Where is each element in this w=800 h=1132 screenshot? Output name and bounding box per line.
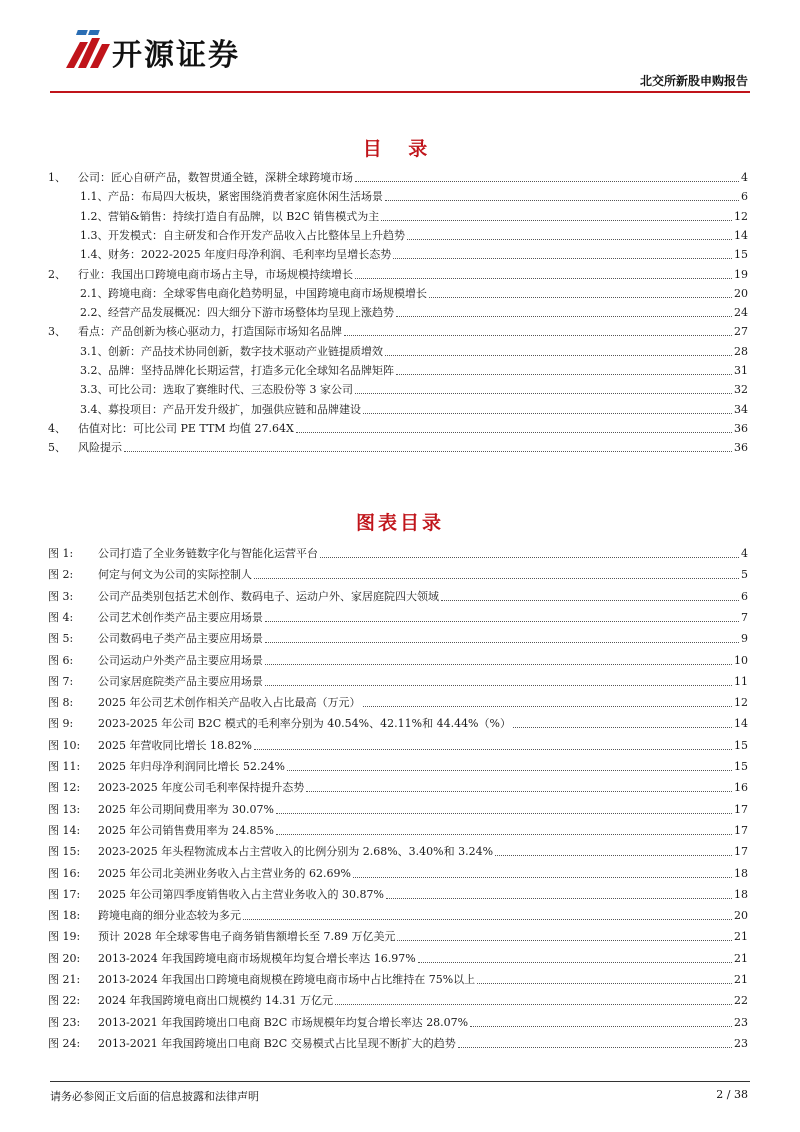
dot-leader	[363, 413, 732, 414]
figure-num: 图 9:	[48, 717, 74, 730]
figure-num: 图 4:	[48, 611, 74, 624]
toc-num: 2.2、	[80, 306, 109, 319]
figure-num: 图 24:	[48, 1037, 81, 1050]
toc-num: 3、	[48, 325, 66, 338]
figure-row[interactable]	[48, 1011, 748, 1030]
figure-label: 2025 年公司北美洲业务收入占主营业务的 62.69%	[98, 867, 351, 880]
toc-row[interactable]	[80, 243, 748, 262]
toc-num: 2.1、	[80, 287, 109, 300]
dot-leader	[265, 664, 732, 665]
figure-row[interactable]	[48, 883, 748, 902]
dot-leader	[396, 374, 732, 375]
toc-num: 5、	[48, 441, 66, 454]
toc-label: 募投项目：产品开发升级扩，加强供应链和品牌建设	[108, 403, 361, 416]
dot-leader	[243, 919, 732, 920]
toc-label: 财务：2022-2025 年度归母净利润、毛利率均呈增长态势	[108, 248, 392, 261]
dot-leader	[353, 877, 732, 878]
figure-label: 公司家居庭院类产品主要应用场景	[98, 675, 263, 688]
toc-page: 14	[734, 229, 748, 242]
figure-page: 17	[734, 845, 748, 858]
toc-page: 32	[734, 383, 748, 396]
dot-leader	[407, 239, 732, 240]
figure-row[interactable]	[48, 734, 748, 753]
toc-num: 3.4、	[80, 403, 109, 416]
figure-row[interactable]	[48, 862, 748, 881]
figure-label: 2023-2025 年度公司毛利率保持提升态势	[98, 781, 305, 794]
dot-leader	[495, 855, 732, 856]
figure-label: 公司产品类别包括艺术创作、数码电子、运动户外、家居庭院四大领域	[98, 590, 439, 603]
toc-row[interactable]	[80, 378, 748, 397]
page-number: 2 / 38	[716, 1088, 748, 1101]
figure-num: 图 19:	[48, 930, 81, 943]
dot-leader	[386, 898, 732, 899]
toc-row[interactable]	[80, 398, 748, 417]
dot-leader	[355, 181, 739, 182]
figure-label: 公司打造了全业务链数字化与智能化运营平台	[98, 547, 318, 560]
dot-leader	[429, 297, 732, 298]
figure-label: 2025 年公司第四季度销售收入占主营业务收入的 30.87%	[98, 888, 384, 901]
dot-leader	[418, 962, 732, 963]
toc-page: 15	[734, 248, 748, 261]
toc-label: 风险提示	[78, 441, 122, 454]
figure-num: 图 17:	[48, 888, 81, 901]
figure-label: 2013-2021 年我国跨境出口电商 B2C 市场规模年均复合增长率达 28.07%	[98, 1016, 469, 1029]
toc-num: 3.2、	[80, 364, 109, 377]
footer-divider	[50, 1081, 750, 1082]
figure-num: 图 10:	[48, 739, 81, 752]
figure-label: 2025 年公司艺术创作相关产品收入占比最高（万元）	[98, 696, 361, 709]
toc-row[interactable]	[80, 359, 748, 378]
toc-page: 20	[734, 287, 748, 300]
figure-page: 23	[734, 1037, 748, 1050]
figure-page: 5	[741, 568, 748, 581]
dot-leader	[335, 1004, 732, 1005]
figure-page: 4	[741, 547, 748, 560]
toc-row[interactable]	[80, 205, 748, 224]
figures-title: 图表目录	[355, 512, 444, 534]
toc-label: 估值对比：可比公司 PE TTM 均值 27.64X	[78, 422, 294, 435]
figure-page: 12	[734, 696, 748, 709]
dot-leader	[265, 685, 732, 686]
figure-page: 9	[741, 632, 748, 645]
figure-num: 图 5:	[48, 632, 74, 645]
figure-num: 图 21:	[48, 973, 81, 986]
toc-num: 3.1、	[80, 345, 109, 358]
toc-page: 34	[734, 403, 748, 416]
toc-page: 12	[734, 210, 748, 223]
figure-label: 2025 年公司期间费用率为 30.07%	[98, 803, 274, 816]
figure-label: 2024 年我国跨境电商出口规模约 14.31 万亿元	[98, 994, 333, 1007]
figure-row[interactable]	[48, 840, 748, 859]
toc-num: 1.1、	[80, 190, 109, 203]
figure-row[interactable]	[48, 776, 748, 795]
figure-row[interactable]	[48, 712, 748, 731]
figure-row[interactable]	[48, 542, 748, 561]
figure-row[interactable]	[48, 819, 748, 838]
figure-num: 图 1:	[48, 547, 74, 560]
toc-row[interactable]	[48, 436, 748, 455]
toc-title: 目 录	[362, 138, 438, 160]
figure-page: 11	[734, 675, 748, 688]
toc-num: 1、	[48, 171, 66, 184]
toc-row[interactable]	[80, 301, 748, 320]
figure-page: 22	[734, 994, 748, 1007]
header-divider	[50, 91, 750, 93]
figure-num: 图 6:	[48, 654, 74, 667]
figure-page: 15	[734, 760, 748, 773]
dot-leader	[363, 706, 733, 707]
toc-page: 27	[734, 325, 748, 338]
figure-num: 图 18:	[48, 909, 81, 922]
dot-leader	[393, 258, 732, 259]
figure-label: 2025 年公司销售费用率为 24.85%	[98, 824, 274, 837]
figure-label: 公司运动户外类产品主要应用场景	[98, 654, 263, 667]
figure-row[interactable]	[48, 649, 748, 668]
dot-leader	[385, 355, 732, 356]
dot-leader	[355, 278, 732, 279]
toc-num: 4、	[48, 422, 66, 435]
dot-leader	[254, 749, 732, 750]
dot-leader	[513, 727, 732, 728]
toc-page: 36	[734, 441, 748, 454]
toc-num: 2、	[48, 268, 66, 281]
figure-num: 图 23:	[48, 1016, 81, 1029]
dot-leader	[296, 432, 732, 433]
dot-leader	[344, 335, 732, 336]
figure-row[interactable]	[48, 585, 748, 604]
toc-label: 公司：匠心自研产品，数智贯通全链，深耕全球跨境市场	[78, 171, 353, 184]
toc-row[interactable]	[80, 224, 748, 243]
figure-row[interactable]	[48, 989, 748, 1008]
dot-leader	[124, 451, 732, 452]
figure-page: 17	[734, 803, 748, 816]
figure-num: 图 22:	[48, 994, 81, 1007]
figure-page: 14	[734, 717, 748, 730]
figure-label: 2013-2021 年我国跨境出口电商 B2C 交易模式占比呈现不断扩大的趋势	[98, 1037, 456, 1050]
dot-leader	[381, 220, 732, 221]
figure-row[interactable]	[48, 904, 748, 923]
toc-row[interactable]	[48, 417, 748, 436]
dot-leader	[397, 940, 732, 941]
figure-num: 图 16:	[48, 867, 81, 880]
report-type: 北交所新股申购报告	[639, 74, 748, 88]
figure-num: 图 20:	[48, 952, 81, 965]
figure-page: 23	[734, 1016, 748, 1029]
dot-leader	[385, 200, 739, 201]
page-header	[0, 0, 800, 100]
figure-page: 21	[734, 930, 748, 943]
toc-page: 31	[734, 364, 748, 377]
footer-disclaimer: 请务必参阅正文后面的信息披露和法律声明	[50, 1090, 259, 1103]
figure-page: 18	[734, 888, 748, 901]
figure-page: 21	[734, 973, 748, 986]
toc-label: 行业：我国出口跨境电商市场占主导，市场规模持续增长	[78, 268, 353, 281]
toc-row[interactable]	[48, 166, 748, 185]
dot-leader	[470, 1026, 732, 1027]
figure-row[interactable]	[48, 798, 748, 817]
figure-row[interactable]	[48, 691, 748, 710]
toc-num: 3.3、	[80, 383, 109, 396]
dot-leader	[276, 813, 732, 814]
figure-label: 公司数码电子类产品主要应用场景	[98, 632, 263, 645]
toc-label: 营销&销售：持续打造自有品牌，以 B2C 销售模式为主	[108, 210, 380, 223]
toc-label: 看点：产品创新为核心驱动力，打造国际市场知名品牌	[78, 325, 342, 338]
toc-row[interactable]	[80, 340, 748, 359]
figure-row[interactable]	[48, 755, 748, 774]
figure-num: 图 14:	[48, 824, 81, 837]
figure-row[interactable]	[48, 563, 748, 582]
figure-page: 17	[734, 824, 748, 837]
toc-page: 4	[741, 171, 748, 184]
toc-label: 品牌：坚持品牌化长期运营，打造多元化全球知名品牌矩阵	[108, 364, 394, 377]
dot-leader	[320, 557, 739, 558]
toc-num: 1.4、	[80, 248, 109, 261]
figure-num: 图 15:	[48, 845, 81, 858]
figure-label: 2023-2025 年公司 B2C 模式的毛利率分别为 40.54%、42.11%和 44.44%（%）	[98, 717, 511, 730]
figure-row[interactable]	[48, 627, 748, 646]
dot-leader	[265, 621, 739, 622]
toc-label: 跨境电商：全球零售电商化趋势明显，中国跨境电商市场规模增长	[108, 287, 427, 300]
dot-leader	[355, 393, 732, 394]
figure-page: 21	[734, 952, 748, 965]
figure-label: 公司艺术创作类产品主要应用场景	[98, 611, 263, 624]
figure-page: 10	[734, 654, 748, 667]
figure-label: 2013-2024 年我国出口跨境电商规模在跨境电商市场中占比维持在 75%以上	[98, 973, 476, 986]
figure-num: 图 13:	[48, 803, 81, 816]
dot-leader	[254, 578, 739, 579]
figure-num: 图 7:	[48, 675, 74, 688]
figure-page: 15	[734, 739, 748, 752]
toc-num: 1.3、	[80, 229, 109, 242]
figure-page: 16	[734, 781, 748, 794]
figure-num: 图 11:	[48, 760, 81, 773]
toc-label: 产品：布局四大板块，紧密围绕消费者家庭休闲生活场景	[108, 190, 383, 203]
toc-label: 开发模式：自主研发和合作开发产品收入占比整体呈上升趋势	[108, 229, 405, 242]
figure-row[interactable]	[48, 947, 748, 966]
toc-page: 24	[734, 306, 748, 319]
dot-leader	[477, 983, 732, 984]
logo-text: 开源证券	[112, 38, 240, 73]
figure-page: 20	[734, 909, 748, 922]
dot-leader	[276, 834, 732, 835]
dot-leader	[265, 642, 739, 643]
figure-row[interactable]	[48, 925, 748, 944]
toc-num: 1.2、	[80, 210, 109, 223]
toc-row[interactable]	[80, 282, 748, 301]
figure-row[interactable]	[48, 968, 748, 987]
figure-label: 2013-2024 年我国跨境电商市场规模年均复合增长率达 16.97%	[98, 952, 416, 965]
figure-page: 7	[741, 611, 748, 624]
dot-leader	[306, 791, 732, 792]
figure-page: 18	[734, 867, 748, 880]
dot-leader	[287, 770, 732, 771]
figure-label: 何定与何文为公司的实际控制人	[98, 568, 252, 581]
dot-leader	[396, 316, 732, 317]
toc-page: 28	[734, 345, 748, 358]
dot-leader	[458, 1047, 732, 1048]
figure-num: 图 12:	[48, 781, 81, 794]
toc-row[interactable]	[48, 320, 748, 339]
figure-num: 图 2:	[48, 568, 74, 581]
toc-label: 经营产品发展概况：四大细分下游市场整体均呈现上涨趋势	[108, 306, 394, 319]
figure-page: 6	[741, 590, 748, 603]
figure-label: 预计 2028 年全球零售电子商务销售额增长至 7.89 万亿美元	[98, 930, 396, 943]
figure-label: 2025 年营收同比增长 18.82%	[98, 739, 252, 752]
toc-row[interactable]	[80, 185, 748, 204]
figure-label: 跨境电商的细分业态较为多元	[98, 909, 241, 922]
toc-page: 36	[734, 422, 748, 435]
toc-label: 创新：产品技术协同创新，数字技术驱动产业链提质增效	[108, 345, 383, 358]
figure-row[interactable]	[48, 670, 748, 689]
figure-row[interactable]	[48, 1032, 748, 1051]
figure-row[interactable]	[48, 606, 748, 625]
toc-row[interactable]	[48, 263, 748, 282]
toc-page: 6	[741, 190, 748, 203]
dot-leader	[441, 600, 739, 601]
figure-label: 2023-2025 年头程物流成本占主营收入的比例分别为 2.68%、3.40%和 3.24%	[98, 845, 494, 858]
figure-num: 图 8:	[48, 696, 74, 709]
figure-label: 2025 年归母净利润同比增长 52.24%	[98, 760, 285, 773]
toc-page: 19	[734, 268, 748, 281]
figure-num: 图 3:	[48, 590, 74, 603]
toc-label: 可比公司：选取了赛维时代、三态股份等 3 家公司	[108, 383, 353, 396]
